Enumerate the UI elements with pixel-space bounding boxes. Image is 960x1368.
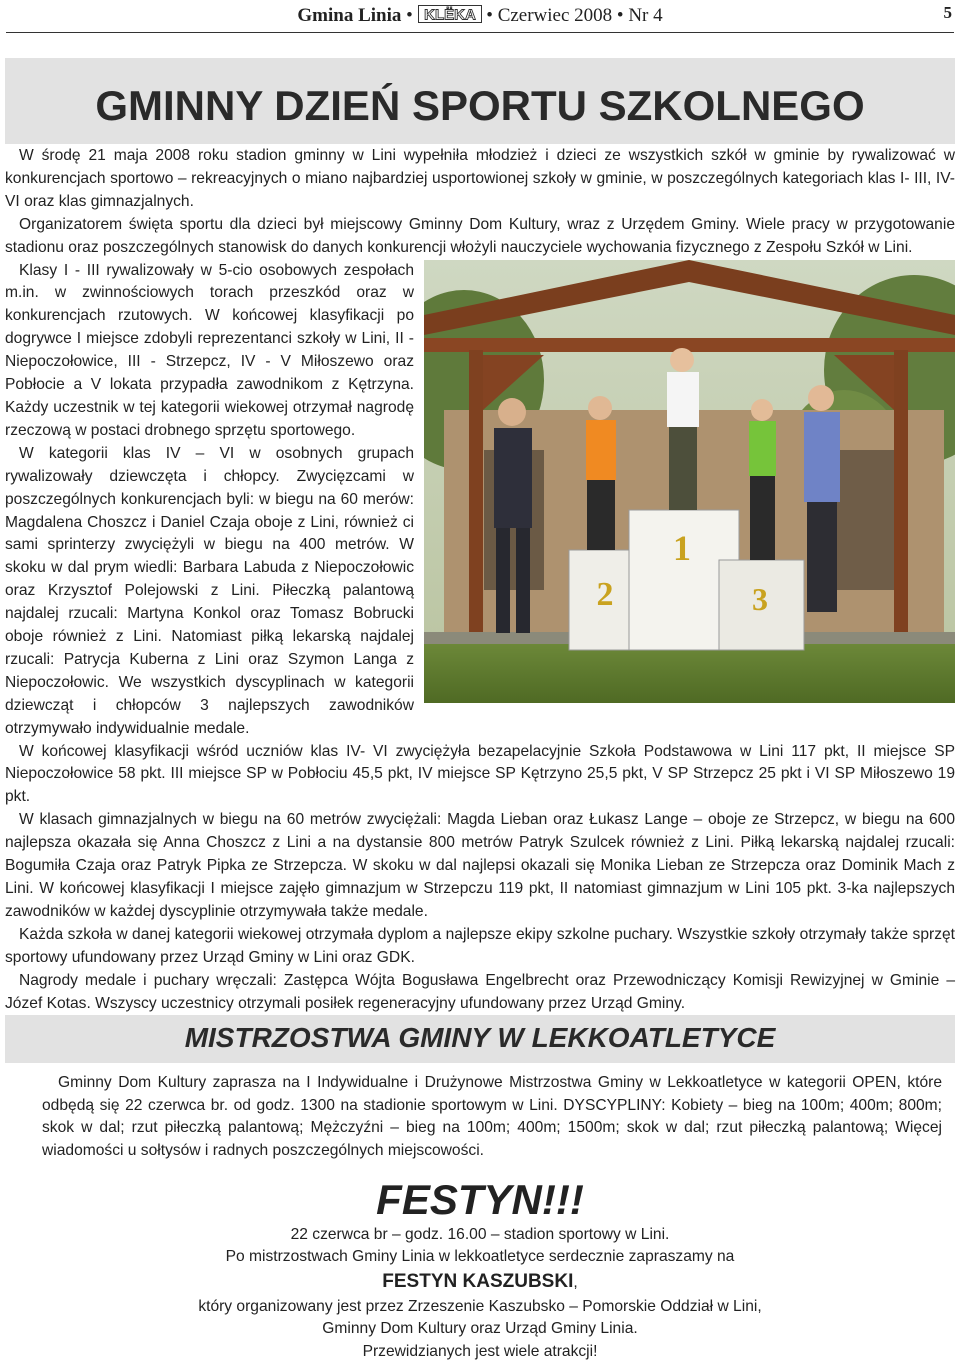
page-header	[0, 0, 960, 30]
article-paragraph: W środę 21 maja 2008 roku stadion gminny w Lini wypełniła młodzież i dzieci ze wszystkich szkół w gminie by rywalizować w konkurencjach sportowo – rekreacyjnych o miano najbardziej usportowionej szkoły w gminie, w poszczególnych kategoriach klas I- III, IV- VI oraz klas gimnazjalnych.	[5, 147, 955, 210]
header-divider	[6, 32, 954, 33]
article-paragraph: Każda szkoła w danej kategorii wiekowej otrzymała dyplom a najlepsze ekipy szkolne puchary. Wszystkie szkoły otrzymały także sprzęt sportowy ufundowany przez Urząd Gminy w Lini oraz GDK.	[5, 925, 955, 966]
header-issue: Czerwiec 2008 • Nr 4	[497, 5, 663, 26]
article-paragraph: W kategorii klas IV – VI w osobnych grupach rywalizowały dziewczęta i chłopcy. Zwycięzcami w poszczególnych konkurencjach byli: w biegu na 60 merów: Magdalena Choszcz i Daniel Czaja oboje z Lini, również ci sami sprinterzy zwyciężyli w biegu na 400 metrów. W skoku w dal prym wiedli: Barbara Labuda z Niepoczołowic oraz Krzysztof Polejowski z Lini. Piłeczką palantową najdalej rzucali: Martyna Konkol oraz Tomasz Bobrucki oboje również z Lini. Natomiast piłką lekarską najdalej rzucali: Patrycja Kuberna z Lini oraz Szymon Langa z Niepoczołowic. We wszystkich dyscyplinach w kategorii dziewcząt i chłopców 3 najlepszych zawodników otrzymywało indywidualnie medale.	[5, 444, 414, 737]
section-title-box	[5, 1015, 955, 1063]
podium-photo	[424, 260, 955, 703]
article-paragraph: W końcowej klasyfikacji wśród uczniów klas IV- VI zwyciężyła bezapelacyjnie Szkoła Podstawowa w Lini 117 pkt, II miejsce SP Niepoczołowice 58 pkt. III miejsce SP w Pobłociu 45,5 pkt, IV miejsce SP Kętrzyno 25,5 pkt, V SP Strzepcz 25 pkt i VI SP Miłoszewo 19 pkt.	[5, 742, 955, 806]
article-paragraph: Organizatorem święta sportu dla dzieci był miejscowy Gminny Dom Kultury, wraz z Urzędem Gminy. Wiele pracy w przygotowanie stadionu oraz poszczególnych stanowisk do danych konkurencji włożyli nauczyciele wychowania fizycznego z Zespołu Szkół w Lini.	[5, 215, 955, 256]
festyn-name: FESTYN KASZUBSKI,	[382, 1270, 578, 1292]
section-announcement	[42, 1072, 942, 1162]
article-title: GMINNY DZIEŃ SPORTU SZKOLNEGO	[95, 82, 865, 129]
article-body	[5, 145, 955, 1015]
festyn-organizer: który organizowany jest przez Zrzeszenie Kaszubsko – Pomorskie Oddział w Lini,	[198, 1297, 762, 1315]
article-title-box	[5, 58, 955, 144]
festyn-title: FESTYN!!!	[376, 1176, 584, 1223]
article-paragraph: Nagrody medale i puchary wręczali: Zastępca Wójta Bogusława Engelbrecht oraz Przewodniczący Komisji Rewizyjnej w Gminie – Józef Kotas. Wszyscy uczestnicy otrzymali posiłek regeneracyjny ufundowany przez Urząd Gminy.	[5, 971, 955, 1012]
festyn-block	[0, 1176, 960, 1363]
article-paragraph: W klasach gimnazjalnych w biegu na 60 metrów zwyciężali: Magda Lieban oraz Łukasz Lange – oboje ze Strzepcz, w biegu na 600 najlepsza okazała się Anna Choszcz z Lini a na dystansie 800 metrów Patryk Szulcek również z Lini. Piłką lekarską najdalej rzucali: Bogumiła Czaja oraz Patryk Pipka ze Strzepcza. W skoku w dal najlepsi okazali się Monika Lieban ze Strzepcza oraz Dominik Mach z Lini. W końcowej klasyfikacji I miejsce zajęło gimnazjum w Strzepczu 119 pkt, II natomiast gimnazjum w Lini 105 pkt. 3-ka najlepszych zawodników w każdej dyscyplinie otrzymywała także medale.	[5, 811, 955, 920]
header-masthead: Gmina Linia • KLËKA • Czerwiec 2008 • Nr 4	[297, 5, 663, 26]
section-title: MISTRZOSTWA GMINY W LEKKOATLETYCE	[184, 1022, 776, 1053]
announcement-text: Gminny Dom Kultury zaprasza na I Indywidualne i Drużynowe Mistrzostwa Gminy w Lekkoatletyce w kategorii OPEN, które odbędą się 22 czerwca br. od godz. 1300 na stadionie sportowym w Lini. DYSCYPLINY: Kobiety – bieg na 100m; 400m; 800m; skok w dal; rzut piłeczką palantową; Mężczyźni – bieg na 100m; 400m; 1500m; skok w dal; rzut piłeczką palantową; Więcej wiadomości u sołtysów i radnych poszczególnych miejscowości.	[42, 1074, 942, 1159]
podium-number-3: 3	[752, 580, 768, 617]
kleka-logo	[418, 4, 482, 24]
article-paragraph: Klasy I - III rywalizowały w 5-cio osobowych zespołach m.in. w zwinnościowych torach przeszkód oraz w konkurencjach rzutowych. W końcowej klasyfikacji po dogrywce I miejsce zdobyli reprezentanci szkoły w Lini, II - Niepoczołowice, III - Strzepcz, IV - V Miłoszewo oraz Pobłocie a V lokata przypadła zawodnikom z Kętrzyna. Każdy uczestnik w tej kategorii wiekowej otrzymał nagrodę rzeczową w postaci drobnego sprzętu sportowego.	[5, 261, 414, 439]
header-gmina: Gmina Linia	[297, 5, 402, 26]
podium-photo-image	[424, 260, 955, 703]
festyn-date: 22 czerwca br – godz. 16.00 – stadion sportowy w Lini.	[290, 1226, 670, 1243]
festyn-organizer-2: Gminny Dom Kultury oraz Urząd Gminy Linia.	[322, 1320, 638, 1338]
festyn-attractions: Przewidzianych jest wiele atrakcji!	[362, 1342, 598, 1360]
svg-text:KLËKA: KLËKA	[423, 6, 476, 24]
festyn-invite: Po mistrzostwach Gminy Linia w lekkoatletyce serdecznie zapraszamy na	[225, 1248, 735, 1266]
podium-number-2: 2	[596, 575, 614, 613]
page-number: 5	[943, 3, 952, 22]
podium-number-1: 1	[673, 527, 691, 568]
